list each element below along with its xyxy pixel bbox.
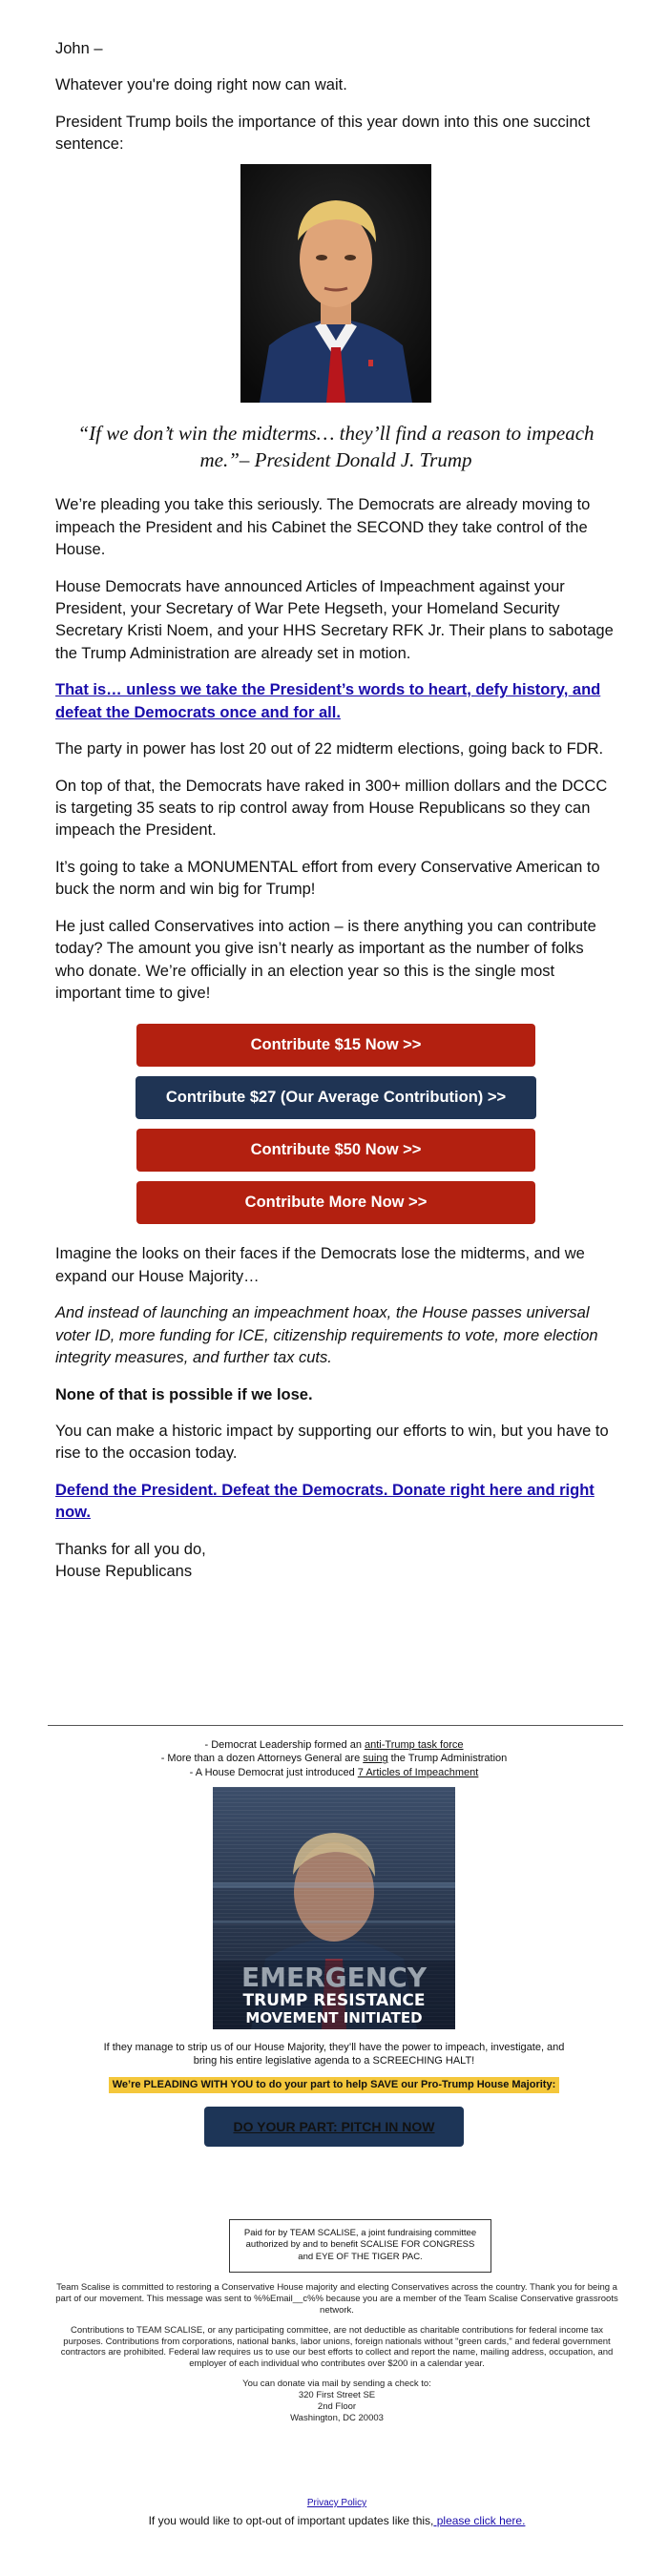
- paragraph-1: Whatever you're doing right now can wait.: [55, 76, 347, 94]
- pitch-in-button[interactable]: DO YOUR PART: PITCH IN NOW: [204, 2107, 464, 2147]
- bullet-3-text: - A House Democrat just introduced: [189, 1766, 358, 1778]
- legal-paragraph-2: Contributions to TEAM SCALISE, or any participating committee, are not deductible as charitable contributions for federal income tax purposes. Contributions from corporations, national banks, labor unions, foreign nationals without "green cards," and federal government contractors are prohibited. Federal law requires us to use our best efforts to collect and report the name, mailing address, occupation, and employer of each individual who contributes over $200 in a calendar year.: [60, 2324, 614, 2370]
- contribute-15-button[interactable]: Contribute $15 Now >>: [136, 1024, 535, 1067]
- paragraph-10: And instead of launching an impeachment hoax, the House passes universal voter ID, more funding for ICE, citizenship requirements to vote, more election integrity measures, and further tax cuts.: [55, 1304, 598, 1367]
- trump-portrait: [240, 164, 431, 403]
- address-line-2: 2nd Floor: [317, 2400, 357, 2412]
- address-line-3: Washington, DC 20003: [290, 2412, 384, 2423]
- emergency-line-3: MOVEMENT INITIATED: [245, 2008, 423, 2026]
- email-body: [55, 38, 616, 1583]
- optout-line: [52, 2514, 621, 2527]
- bullet-3-link[interactable]: 7 Articles of Impeachment: [357, 1766, 479, 1778]
- mail-intro: You can donate via mail by sending a check to:: [242, 2379, 431, 2390]
- bullet-2: [57, 1752, 611, 1765]
- contribute-more-button[interactable]: Contribute More Now >>: [136, 1181, 535, 1224]
- legal-paragraph-1: Team Scalise is committed to restoring a Conservative House majority and electing Conservatives across the country. Thank you for being a part of our movement. This message was sent to %%Email__c%% because you are a member of the Team Scalise Conservative grassroots network.: [55, 2282, 618, 2316]
- paragraph-3: We’re pleading you take this seriously. The Democrats are already moving to impeach the President and his Cabinet the SECOND they take control of the House.: [55, 496, 591, 559]
- paragraph-7: It’s going to take a MONUMENTAL effort from every Conservative American to buck the norm and win big for Trump!: [55, 858, 600, 899]
- greeting: John –: [55, 40, 103, 57]
- paragraph-8: He just called Conservatives into action – is there anything you can contribute today? The amount you give isn’t nearly as important as the number of folks who donate. We’re officially in an election year so this is the single most important time to give!: [55, 917, 596, 1002]
- paragraph-6: On top of that, the Democrats have raked in 300+ million dollars and the DCCC is targeting 35 seats to rip control away from House Republicans so they can impeach the President.: [55, 777, 608, 840]
- emergency-line-2: TRUMP RESISTANCE: [242, 1990, 426, 2010]
- paragraph-11: None of that is possible if we lose.: [55, 1385, 313, 1403]
- footer: [52, 2498, 621, 2527]
- optout-text: If you would like to opt-out of important updates like this,: [148, 2514, 434, 2527]
- section-divider: [48, 1725, 623, 1726]
- trump-quote: “If we don’t win the midterms… they’ll find a reason to impeach me.”– President Donald J. Trump: [77, 421, 595, 472]
- paid-for-box: Paid for by TEAM SCALISE, a joint fundraising committee authorized by and to benefit SCALISE FOR CONGRESS and EYE OF THE TIGER PAC.: [229, 2219, 491, 2273]
- contribute-27-button[interactable]: Contribute $27 (Our Average Contribution) >>: [136, 1076, 536, 1119]
- donate-link-2[interactable]: Defend the President. Defeat the Democrats. Donate right here and right now.: [55, 1481, 595, 1522]
- bullet-1-text: - Democrat Leadership formed an: [204, 1739, 365, 1751]
- contribution-buttons: [55, 1024, 616, 1224]
- donate-link-1[interactable]: That is… unless we take the President’s words to heart, defy history, and defeat the Democrats once and for all.: [55, 681, 601, 721]
- privacy-policy-link[interactable]: Privacy Policy: [306, 2498, 367, 2508]
- pleading-highlight: We’re PLEADING WITH YOU to do your part to help SAVE our Pro-Trump House Majority:: [109, 2077, 559, 2092]
- bullet-2-suffix: the Trump Administration: [387, 1753, 508, 1765]
- contribute-50-button[interactable]: Contribute $50 Now >>: [136, 1129, 535, 1172]
- paragraph-5: The party in power has lost 20 out of 22 midterm elections, going back to FDR.: [55, 740, 604, 758]
- paragraph-12: You can make a historic impact by supporting our efforts to win, but you have to rise to the occasion today.: [55, 1422, 609, 1463]
- bullet-3: [57, 1766, 611, 1779]
- emergency-banner-image[interactable]: [213, 1787, 455, 2029]
- paragraph-2: President Trump boils the importance of this year down into this one succinct sentence:: [55, 113, 591, 154]
- bullet-2-link[interactable]: suing: [363, 1753, 388, 1765]
- closing: Thanks for all you do,: [55, 1540, 206, 1558]
- bullet-2-text: - More than a dozen Attorneys General are: [160, 1753, 364, 1765]
- paragraph-9: Imagine the looks on their faces if the Democrats lose the midterms, and we expand our House Majority…: [55, 1245, 585, 1285]
- optout-link[interactable]: please click here.: [433, 2514, 526, 2527]
- paragraph-4: House Democrats have announced Articles of Impeachment against your President, your Secretary of War Pete Hegseth, your Homeland Security Secretary Kristi Noem, and your HHS Secretary RFK Jr. Their plans to sabotage the Trump Administration are already set in motion.: [55, 577, 614, 662]
- bullet-1: [57, 1738, 611, 1752]
- promo-body: If they manage to strip us of our House Majority, they’ll have the power to impeach, investigate, and bring his entire legislative agenda to a SCREECHING HALT!: [103, 2041, 565, 2067]
- promo-section: [57, 1738, 611, 2147]
- signature: House Republicans: [55, 1563, 193, 1581]
- legal-disclaimer: [52, 2282, 621, 2424]
- bullet-1-link[interactable]: anti-Trump task force: [365, 1739, 464, 1751]
- address-line-1: 320 First Street SE: [298, 2390, 376, 2400]
- emergency-text: EMERGENCY: [240, 1961, 428, 1993]
